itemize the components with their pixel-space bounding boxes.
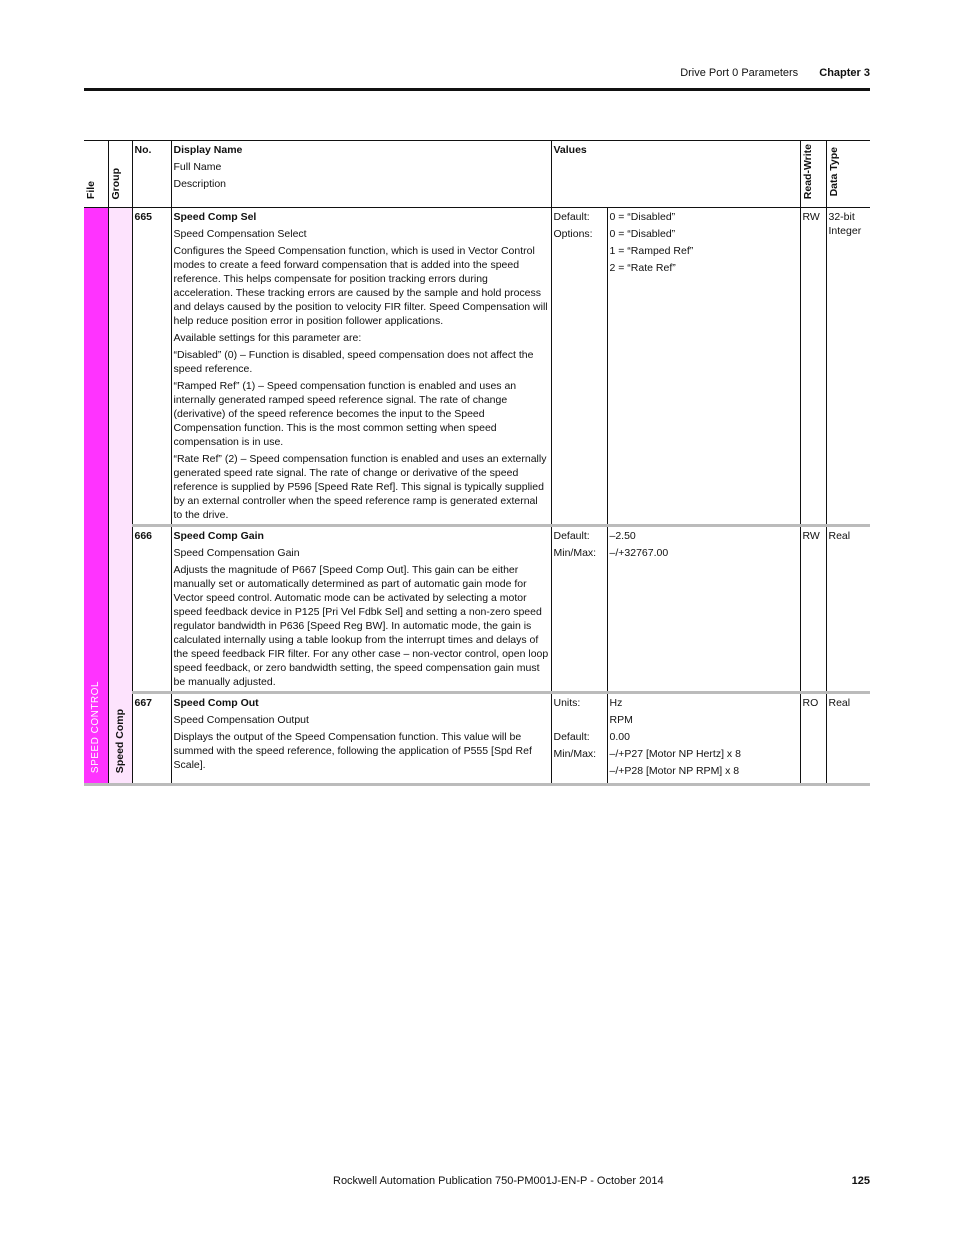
running-header: [680, 67, 870, 79]
value-entry: –/+32767.00: [609, 547, 669, 560]
file-label: SPEED CONTROL: [84, 208, 108, 785]
col-data-type: Data Type: [826, 141, 870, 208]
param-data-type: Real: [826, 693, 870, 785]
param-name-cell: [171, 693, 551, 785]
publication-id: Rockwell Automation Publication 750-PM001J-EN-P - October 2014: [333, 1175, 664, 1187]
param-number: 666: [132, 526, 171, 693]
param-row-665: [84, 208, 870, 526]
chapter-label: Chapter 3: [819, 67, 870, 79]
value-entry: 2 = “Rate Ref”: [609, 262, 676, 275]
param-description: Displays the output of the Speed Compensation function. This value will be summed with the speed reference, following the application of P555 [Spd Ref Scale].: [173, 731, 532, 772]
param-description: “Disabled” (0) – Function is disabled, speed compensation does not affect the speed reference.: [173, 349, 534, 376]
value-label: [554, 244, 605, 261]
param-display-name: Speed Comp Sel: [173, 211, 257, 224]
col-values: Values: [551, 141, 800, 208]
parameter-table: [84, 140, 870, 786]
param-full-name: Speed Compensation Select: [173, 228, 307, 241]
value-label: Default:: [553, 731, 590, 744]
value-label: [554, 764, 605, 781]
value-labels: [551, 526, 607, 693]
table-header-row: [84, 141, 870, 208]
value-entry: 0 = “Disabled”: [609, 211, 676, 224]
param-number: 667: [132, 693, 171, 785]
value-entry: –/+P28 [Motor NP RPM] x 8: [609, 765, 740, 778]
value-entry: RPM: [609, 714, 633, 727]
value-labels: [551, 693, 607, 785]
param-row-667: [84, 693, 870, 785]
value-entry: –/+P27 [Motor NP Hertz] x 8: [609, 748, 741, 761]
value-label: [554, 713, 605, 730]
header-rule: [84, 88, 870, 91]
value-values: [607, 208, 800, 526]
param-description: “Ramped Ref” (1) – Speed compensation function is enabled and uses an internally generated ramped speed reference signal. The rate of change (derivative) of the speed reference becomes the input to the Speed Compensation function. This is the most common setting when speed compensation is in use.: [173, 380, 517, 449]
param-name-cell: [171, 208, 551, 526]
value-values: [607, 693, 800, 785]
col-read-write: Read-Write: [800, 141, 826, 208]
col-group: Group: [108, 141, 132, 208]
value-values: [607, 526, 800, 693]
value-label: [554, 261, 605, 278]
col-display-name: Display Name Full Name Description: [171, 141, 551, 208]
value-labels: [551, 208, 607, 526]
col-file: File: [84, 141, 108, 208]
value-label: Default:: [553, 530, 590, 543]
param-full-name: Speed Compensation Gain: [173, 547, 300, 560]
param-read-write: RW: [800, 208, 826, 526]
value-entry: 0 = “Disabled”: [609, 228, 676, 241]
value-label: Default:: [553, 211, 590, 224]
param-data-type: Real: [826, 526, 870, 693]
param-description: Available settings for this parameter are:: [173, 332, 362, 345]
param-data-type: 32-bit Integer: [826, 208, 870, 526]
param-number: 665: [132, 208, 171, 526]
param-display-name: Speed Comp Out: [173, 697, 259, 710]
section-title: Drive Port 0 Parameters: [680, 67, 799, 79]
param-row-666: [84, 526, 870, 693]
value-label: Min/Max:: [553, 748, 597, 761]
value-entry: 0.00: [609, 731, 630, 744]
param-name-cell: [171, 526, 551, 693]
param-read-write: RO: [800, 693, 826, 785]
param-full-name: Speed Compensation Output: [173, 714, 309, 727]
value-entry: Hz: [609, 697, 623, 710]
page-number: 125: [851, 1175, 870, 1187]
value-label: Min/Max:: [553, 547, 597, 560]
param-description: “Rate Ref” (2) – Speed compensation function is enabled and uses an externally generated speed rate signal. The rate of change or derivative of the speed reference is supplied by P596 [Speed Rate Ref]. This signal is typically supplied by an external controller when the speed reference ramp is generated external to the drive.: [173, 453, 547, 522]
param-description: Configures the Speed Compensation function, which is used in Vector Control modes to create a feed forward compensation that is added into the speed reference. This helps compensate for position tracking errors during acceleration. These tracking errors are caused by the sample and hold process and delays caused by the position to velocity FIR filter. Speed Compensation will help reduce position error in position follower applications.: [173, 245, 548, 328]
col-no: No.: [132, 141, 171, 208]
param-display-name: Speed Comp Gain: [173, 530, 264, 543]
group-label: Speed Comp: [108, 208, 132, 785]
value-label: Options:: [553, 228, 593, 241]
param-description: Adjusts the magnitude of P667 [Speed Comp Out]. This gain can be either manually set or automatically determined as part of automatic gain mode for Vector speed control. Automatic mode can be activated by selecting a motor speed feedback device in P125 [Pri Vel Fdbk Sel] and setting a non-zero speed regulator bandwidth in P636 [Speed Reg BW]. In automatic mode, the gain is calculated internally using a table lookup from the interrupt times and delays of the speed feedback FIR filter. For any other case – non-vector control, open loop speed feedback, or zero bandwidth setting, the speed compensation gain must be manually adjusted.: [173, 564, 549, 689]
value-entry: 1 = “Ramped Ref”: [609, 245, 694, 258]
param-read-write: RW: [800, 526, 826, 693]
value-label: Units:: [553, 697, 581, 710]
value-entry: –2.50: [609, 530, 636, 543]
